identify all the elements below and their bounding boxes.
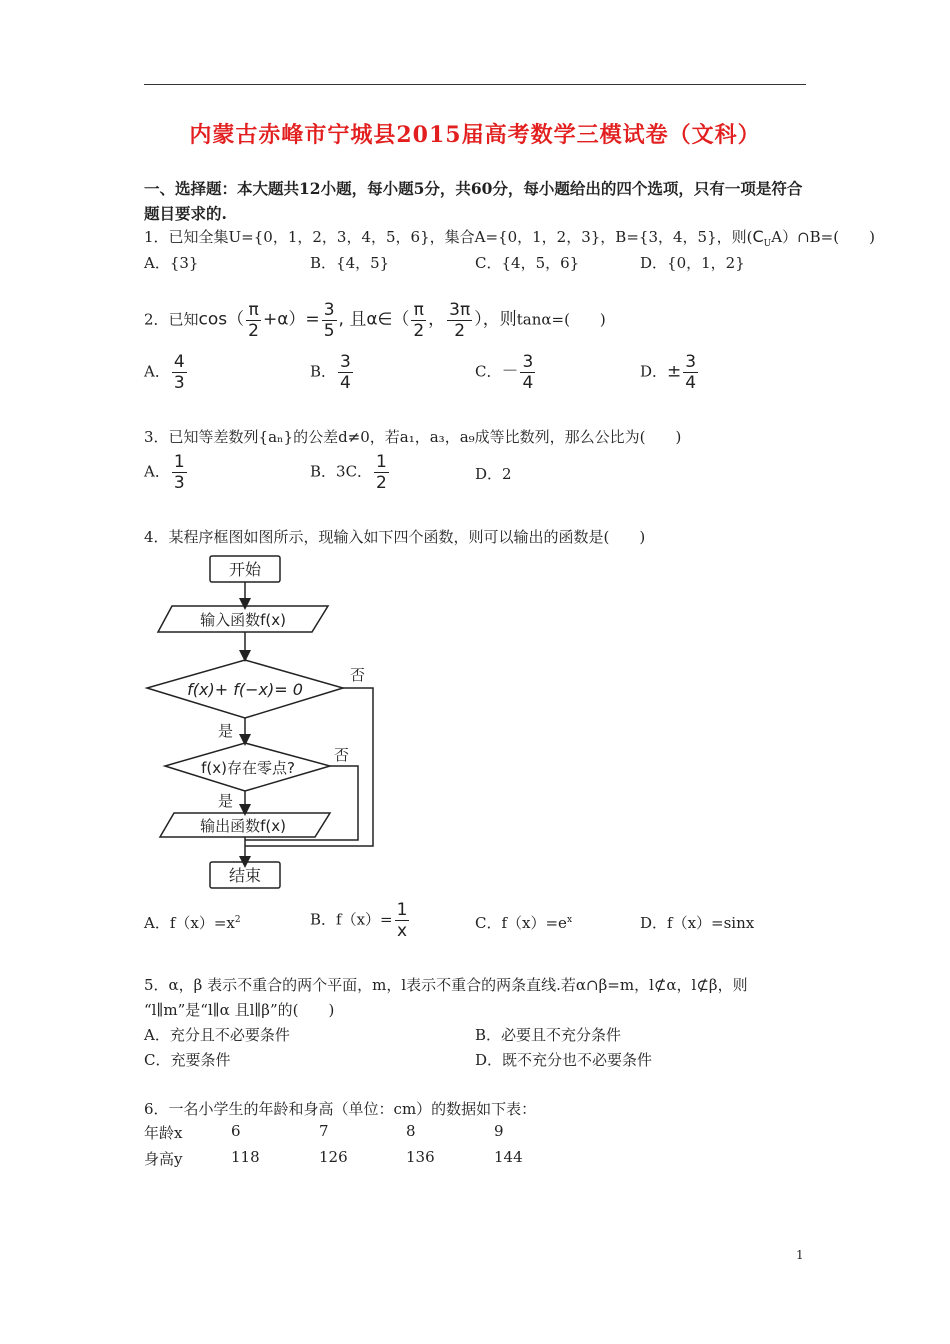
q2-option-c[interactable]: C．－ $\frac{3}{4}$ bbox=[475, 352, 534, 393]
q3-option-bc[interactable]: B．3C． $\frac{1}{2}$ bbox=[310, 452, 387, 493]
q5-option-d[interactable]: D．既不充分也不必要条件 bbox=[475, 1051, 653, 1069]
q5-option-b[interactable]: B．必要且不充分条件 bbox=[475, 1026, 622, 1044]
flow-no-2: 否 bbox=[334, 746, 350, 764]
flow-end-label: 结束 bbox=[228, 866, 262, 885]
table-cell: 136 bbox=[406, 1148, 435, 1166]
table-cell: 126 bbox=[319, 1148, 348, 1166]
q2-option-d[interactable]: D．± $\frac{3}{4}$ bbox=[640, 352, 697, 393]
q2-frac-pi-2: $\frac{\pi}{2}$ bbox=[248, 300, 259, 341]
table-cell: 8 bbox=[406, 1122, 416, 1140]
flow-yes-1: 是 bbox=[218, 722, 234, 740]
q2-frac-pi-2b: $\frac{\pi}{2}$ bbox=[413, 300, 425, 341]
q1-option-b[interactable]: B．{4，5} bbox=[310, 254, 390, 272]
flow-output-label: 输出函数f(x) bbox=[200, 817, 286, 835]
q2-stem: 2．已知cos（ $\frac{\pi}{2}$ +α）= $\frac{3}{5}$ , 且α∈（ $\frac{\pi}{2}$ ， $\frac{3\pi}{2}$ ），则tanα=( ) bbox=[144, 300, 606, 341]
q6-stem: 6．一名小学生的年龄和身高（单位：cm）的数据如下表： bbox=[144, 1100, 537, 1118]
q2-frac-3pi-2: $\frac{3\pi}{2}$ bbox=[449, 300, 471, 341]
table-cell: 6 bbox=[231, 1122, 241, 1140]
flow-input-label: 输入函数f(x) bbox=[200, 611, 286, 629]
section-heading: 一、选择题：本大题共12小题，每小题5分，共60分，每小题给出的四个选项，只有一项是符合题目要求的. bbox=[144, 179, 803, 223]
flow-start-label: 开始 bbox=[228, 560, 262, 579]
q3-option-a[interactable]: A． $\frac{1}{3}$ bbox=[144, 452, 185, 493]
flow-no-1: 否 bbox=[350, 666, 366, 684]
page-title: 内蒙古赤峰市宁城县2015届高考数学三模试卷（文科） bbox=[189, 122, 761, 148]
table-cell: 9 bbox=[494, 1122, 504, 1140]
flow-cond2-label: f(x)存在零点? bbox=[201, 759, 295, 777]
table-cell: 118 bbox=[231, 1148, 260, 1166]
q3-stem: 3．已知等差数列{aₙ}的公差d≠0，若a₁，a₃，a₉成等比数列，那么公比为( ) bbox=[144, 428, 682, 446]
q1-option-d[interactable]: D．{0，1，2} bbox=[640, 254, 745, 272]
q4-option-a[interactable]: A．$f(x)=x^2$ bbox=[144, 914, 241, 932]
top-rule bbox=[144, 84, 806, 85]
q1-option-c[interactable]: C．{4，5，6} bbox=[475, 254, 580, 272]
flowchart bbox=[140, 548, 380, 893]
q4-option-b[interactable]: B．f（x）= $\frac{1}{x}$ bbox=[310, 900, 408, 941]
flow-cond1-label: f(x)+ f(−x)= 0 bbox=[187, 680, 303, 699]
flow-yes-2: 是 bbox=[218, 792, 234, 810]
table-cell: 144 bbox=[494, 1148, 523, 1166]
q1-stem: 1．已知全集U={0，1，2，3，4，5，6}，集合A={0，1，2，3}，B={3，4，5}，则$(C_UA)\cap B=$( ) bbox=[144, 227, 875, 249]
q5-option-c[interactable]: C．充要条件 bbox=[144, 1051, 231, 1069]
q1-option-a[interactable]: A．{3} bbox=[144, 254, 199, 272]
q3-option-d[interactable]: D．2 bbox=[475, 465, 512, 483]
table-row-label-height: 身高y bbox=[144, 1150, 183, 1168]
q5-line2: “l∥m”是“l∥α 且l∥β”的( ) bbox=[144, 1001, 335, 1019]
q4-option-d[interactable]: D．f（x）=sinx bbox=[640, 914, 755, 932]
q4-option-c[interactable]: C．$f(x)=e^x$ bbox=[475, 914, 573, 932]
q2-option-b[interactable]: B． $\frac{3}{4}$ bbox=[310, 352, 351, 393]
table-row-label-age: 年龄x bbox=[144, 1124, 183, 1142]
q5-option-a[interactable]: A．充分且不必要条件 bbox=[144, 1026, 290, 1044]
q2-frac-3-5: $\frac{3}{5}$ bbox=[323, 300, 335, 341]
table-cell: 7 bbox=[319, 1122, 329, 1140]
q2-option-a[interactable]: A． $\frac{4}{3}$ bbox=[144, 352, 185, 393]
q4-stem: 4．某程序框图如图所示，现输入如下四个函数，则可以输出的函数是( ) bbox=[144, 528, 646, 546]
page-number: 1 bbox=[796, 1248, 804, 1262]
q5-line1: 5．α，β 表示不重合的两个平面，m，l表示不重合的两条直线.若α∩β=m，l⊄α，l⊄β，则 bbox=[144, 976, 748, 994]
